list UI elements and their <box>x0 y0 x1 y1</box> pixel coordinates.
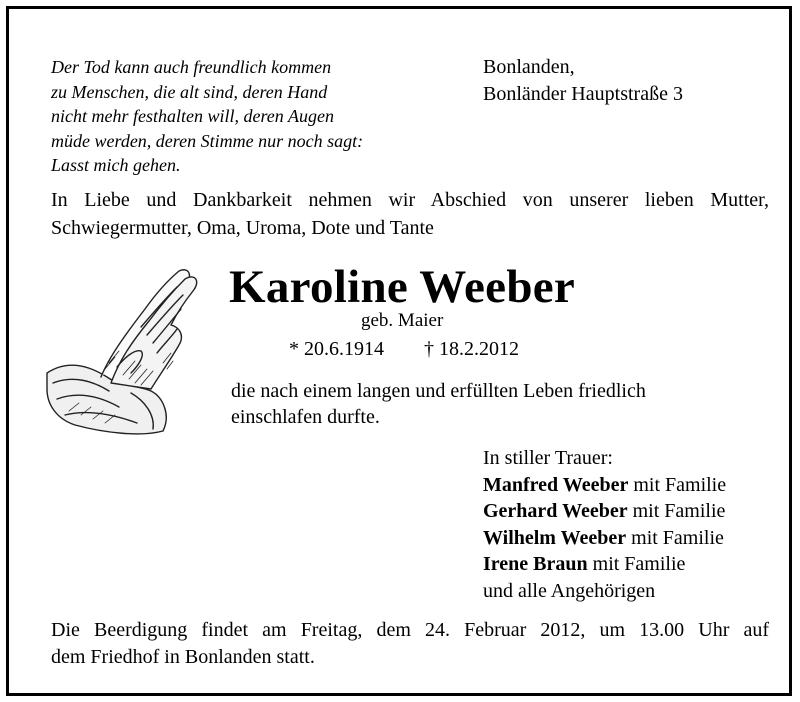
mourner-row <box>483 525 726 552</box>
address-town: Bonlanden, <box>483 56 575 78</box>
birth-date: * 20.6.1914 <box>289 338 384 360</box>
mourner-suffix: mit Familie <box>627 500 726 522</box>
mourner-name: Manfred Weeber <box>483 473 629 496</box>
poem <box>51 55 363 178</box>
mourner-suffix: mit Familie <box>628 473 727 496</box>
praying-hands-icon <box>45 265 200 437</box>
mourners-list <box>483 445 726 604</box>
poem-line: müde werden, deren Stimme nur noch sagt: <box>51 130 364 151</box>
funeral-line: Die Beerdigung findet am Freitag, dem 24. Februar 2012, um 13.00 Uhr auf <box>51 619 769 641</box>
intro-line: In Liebe und Dankbarkeit nehmen wir Abschied von unserer lieben Mutter, <box>51 189 769 211</box>
mourner-suffix: mit Familie <box>626 526 724 549</box>
intro-text <box>51 186 769 242</box>
mourners-closing: und alle Angehörigen <box>483 579 656 602</box>
mourner-name: Irene Braun <box>483 553 588 575</box>
mourner-row <box>483 551 726 578</box>
funeral-line: dem Friedhof in Bonlanden statt. <box>51 646 315 668</box>
mourner-suffix: mit Familie <box>587 553 686 575</box>
mourners-heading: In stiller Trauer: <box>483 447 613 469</box>
mourner-name: Gerhard Weeber <box>483 500 628 522</box>
funeral-notice <box>51 617 769 671</box>
poem-line: zu Menschen, die alt sind, deren Hand <box>51 81 328 102</box>
address-street: Bonländer Hauptstraße 3 <box>483 83 683 105</box>
mourner-row <box>483 472 726 499</box>
deceased-name: Karoline Weeber <box>229 261 576 313</box>
address <box>483 54 683 108</box>
mourner-name: Wilhelm Weeber <box>483 526 627 549</box>
poem-line: Lasst mich gehen. <box>51 155 181 175</box>
poem-line: nicht mehr festhalten will, deren Augen <box>51 106 334 126</box>
intro-line: Schwiegermutter, Oma, Uroma, Dote und Tante <box>51 217 434 239</box>
passing-text <box>231 378 646 430</box>
passing-line: die nach einem langen und erfüllten Leben friedlich <box>231 380 646 402</box>
passing-line: einschlafen durfte. <box>231 406 380 428</box>
mourner-row <box>483 498 726 525</box>
maiden-name: geb. Maier <box>361 310 444 331</box>
death-date: † 18.2.2012 <box>424 338 519 360</box>
poem-line: Der Tod kann auch freundlich kommen <box>51 57 332 77</box>
obituary-frame <box>6 6 792 696</box>
